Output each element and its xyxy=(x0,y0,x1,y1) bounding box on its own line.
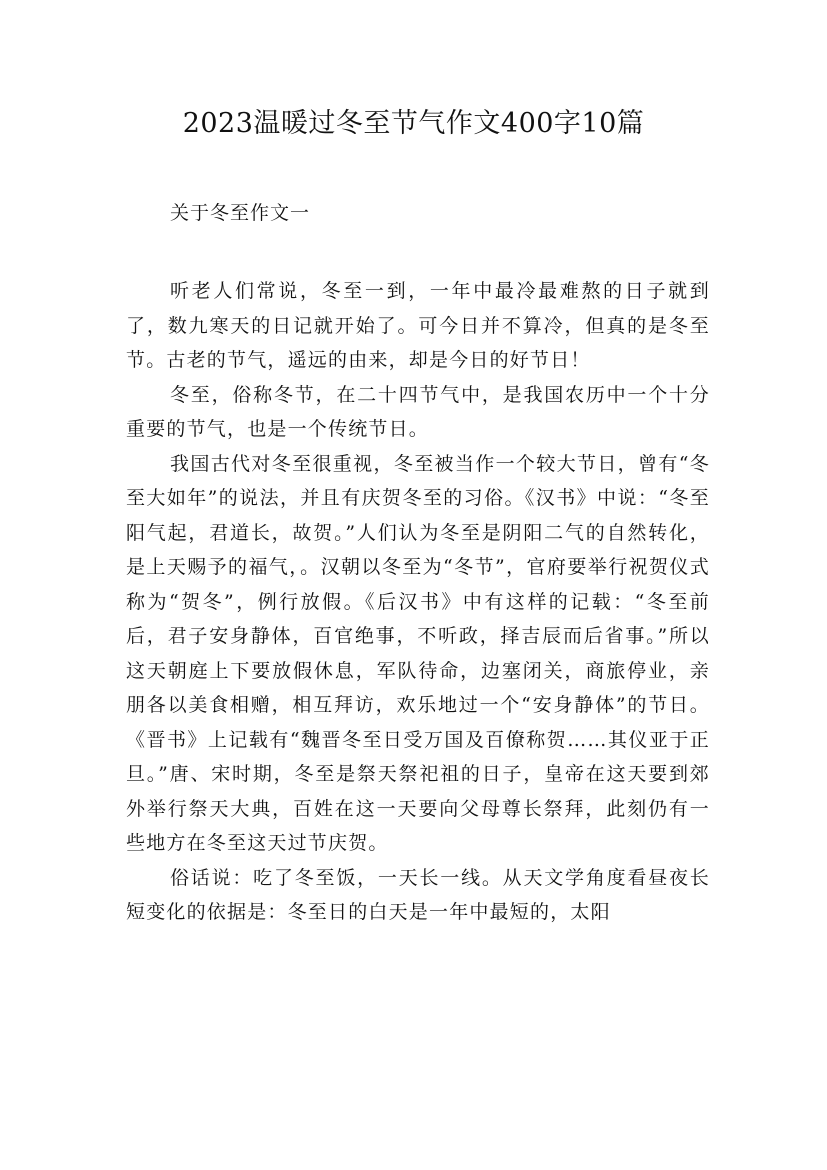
paragraph: 听老人们常说，冬至一到，一年中最冷最难熬的日子就到了，数九寒天的日记就开始了。可今日并不算冷，但真的是冬至节。古老的节气，遥远的由来，却是今日的好节日！ xyxy=(126,280,710,371)
section-heading: 关于冬至作文一 xyxy=(170,202,311,224)
document-title: 2023温暖过冬至节气作文400字10篇 xyxy=(182,108,645,139)
paragraph: 冬至，俗称冬节，在二十四节气中，是我国农历中一个十分重要的节气，也是一个传统节日。 xyxy=(126,383,710,440)
paragraph: 我国古代对冬至很重视，冬至被当作一个较大节日，曾有“冬至大如年”的说法，并且有庆贺冬至的习俗。《汉书》中说：“冬至阳气起，君道长，故贺。”人们认为冬至是阴阳二气的自然转化，是上天赐予的福气，。汉朝以冬至为“冬节”，官府要举行祝贺仪式称为“贺冬”，例行放假。《后汉书》中有这样的记载：“冬至前后，君子安身静体，百官绝事，不听政，择吉辰而后省事。”所以这天朝庭上下要放假休息，军队待命，边塞闭关，商旅停业，亲朋各以美食相赠，相互拜访，欢乐地过一个“安身静体”的节日。《晋书》上记载有“魏晋冬至日受万国及百僚称贺……其仪亚于正旦。”唐、宋时期，冬至是祭天祭祀祖的日子，皇帝在这天要到郊外举行祭天大典，百姓在这一天要向父母尊长祭拜，此刻仍有一些地方在冬至这天过节庆贺。 xyxy=(126,452,710,854)
paragraph: 俗话说：吃了冬至饭，一天长一线。从天文学角度看昼夜长短变化的依据是：冬至日的白天是一年中最短的，太阳 xyxy=(126,866,710,923)
document-body xyxy=(126,274,710,930)
